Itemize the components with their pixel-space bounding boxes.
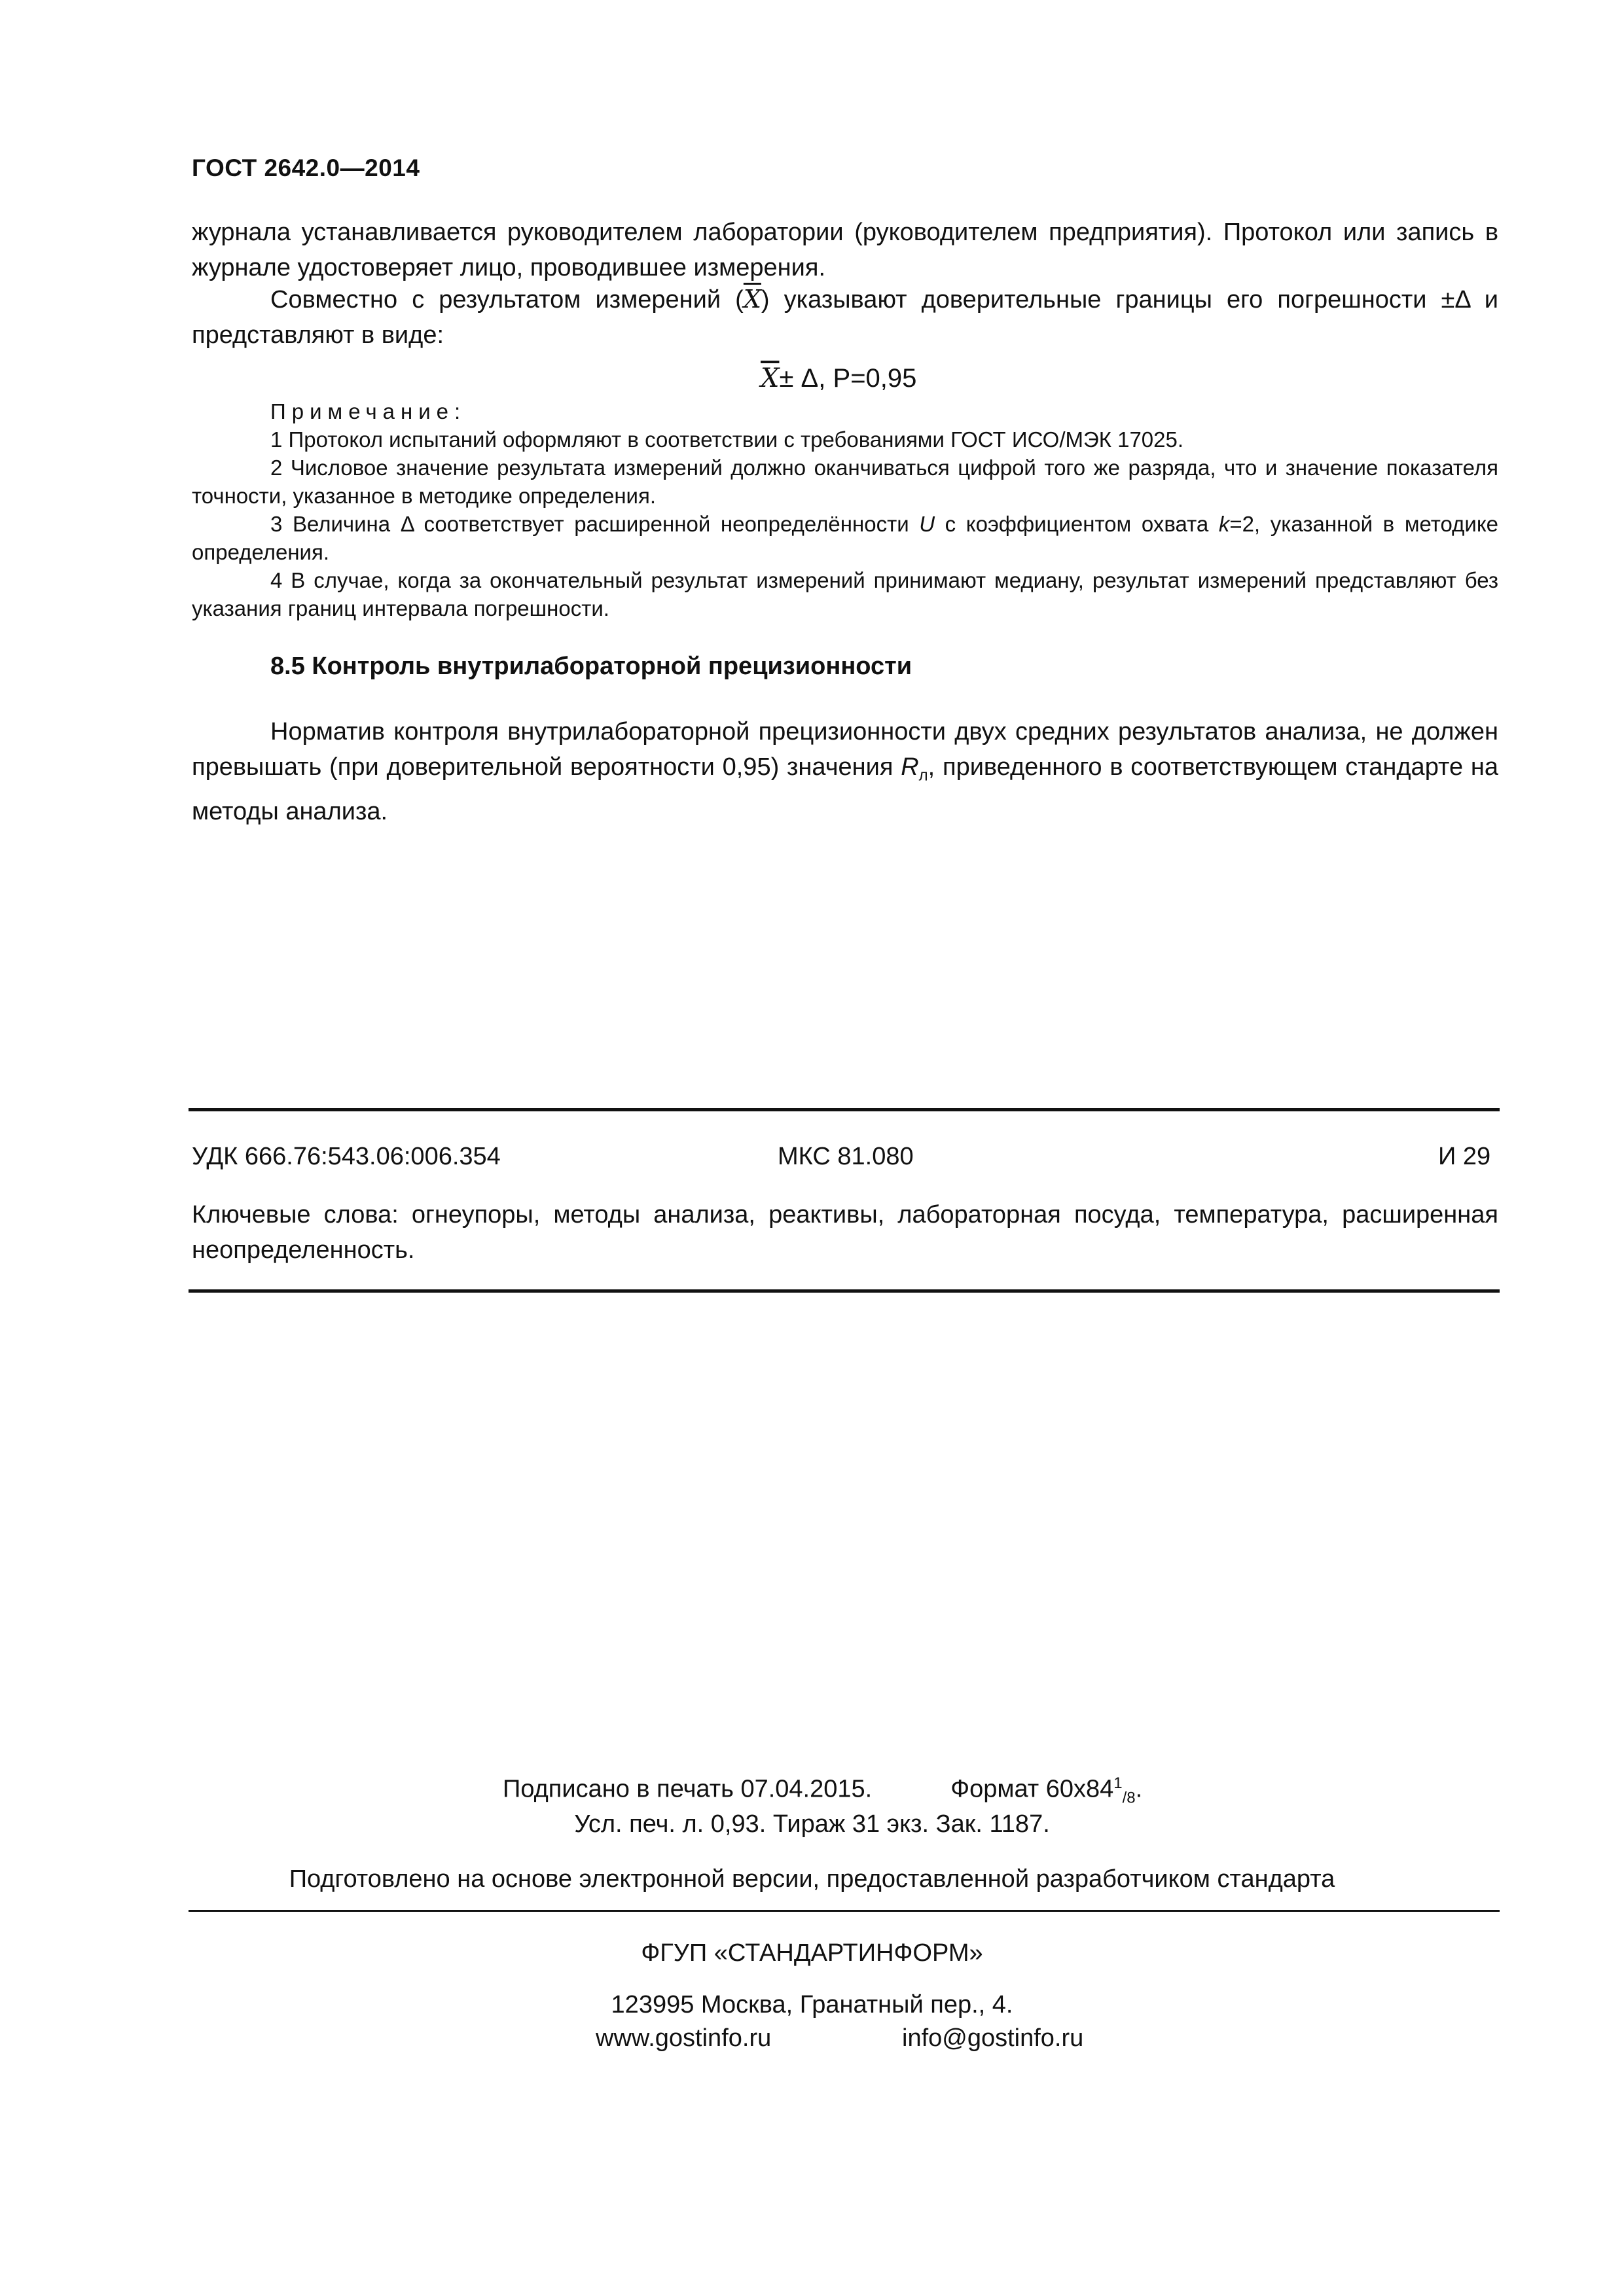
keywords: Ключевые слова: огнеупоры, методы анализа, реактивы, лабораторная посуда, температура, расширенная неопределенность. bbox=[192, 1201, 1498, 1264]
section-heading: 8.5 Контроль внутрилабораторной прецизионности bbox=[270, 653, 912, 680]
footer-top-rule bbox=[189, 1108, 1500, 1111]
prepared-note: Подготовлено на основе электронной версии, предоставленной разработчиком стандарта bbox=[289, 1865, 1335, 1893]
paragraph-text-b: ) указывают доверительные границы его погрешности ±Δ и представляют в виде: bbox=[192, 286, 1498, 349]
note-4: 4 В случае, когда за окончательный результат измерений принимают медиану, результат измерений представляют без указания границ интервала погрешности. bbox=[192, 568, 1498, 620]
format-sup: 1 bbox=[1113, 1774, 1123, 1792]
signed-date: Подписано в печать 07.04.2015. bbox=[503, 1775, 873, 1803]
note-2: 2 Числовое значение результата измерений должно оканчиваться цифрой того же разряда, что и значение показателя точности, указанное в методике определения. bbox=[192, 456, 1498, 508]
paragraph-result-presentation bbox=[192, 281, 1498, 353]
section-text-b: , приведенного в соответствующем стандарте на методы анализа. bbox=[192, 753, 1498, 825]
notes-label: Примечание: bbox=[270, 399, 467, 423]
r-symbol: R bbox=[901, 753, 919, 781]
publisher-address: 123995 Москва, Гранатный пер., 4. bbox=[611, 1991, 1013, 2018]
format-sub: /8 bbox=[1122, 1789, 1136, 1807]
standard-code-header: ГОСТ 2642.0—2014 bbox=[192, 154, 420, 181]
footer-bottom-rule bbox=[189, 1289, 1500, 1293]
note-3-text-b: с коэффициентом охвата bbox=[935, 512, 1219, 536]
paragraph-text-a: Совместно с результатом измерений ( bbox=[270, 286, 744, 314]
publisher-name: ФГУП «СТАНДАРТИНФОРМ» bbox=[641, 1939, 983, 1967]
note-3-text-a: 3 Величина Δ соответствует расширенной неопределённости bbox=[270, 512, 920, 536]
email-link[interactable]: info@gostinfo.ru bbox=[902, 2024, 1084, 2052]
section-text-a: Норматив контроля внутрилабораторной прецизионности двух средних результатов анализа, не должен превышать (при доверительной вероятности 0,95) значения bbox=[192, 718, 1498, 781]
note-3 bbox=[192, 510, 1498, 566]
result-formula bbox=[761, 363, 916, 393]
formula-probability: , P=0,95 bbox=[818, 364, 917, 393]
mks-code: МКС 81.080 bbox=[778, 1143, 914, 1170]
note-3-text-c: =2, указанной в методике определения. bbox=[192, 512, 1498, 564]
note-3-k-symbol: k bbox=[1218, 512, 1230, 536]
mean-x-symbol: $\overline{X}$ bbox=[743, 285, 761, 314]
section-paragraph bbox=[192, 714, 1498, 829]
udk-code: УДК 666.76:543.06:006.354 bbox=[192, 1143, 501, 1170]
r-subscript: л bbox=[918, 766, 928, 785]
formula-mean-x: $\overline{X}$ bbox=[761, 363, 780, 393]
format-text: Формат 60x84 bbox=[950, 1775, 1114, 1803]
index-code: И 29 bbox=[1438, 1143, 1491, 1170]
note-1: 1 Протокол испытаний оформляют в соответствии с требованиями ГОСТ ИСО/МЭК 17025. bbox=[270, 427, 1184, 452]
paragraph-journal: журнала устанавливается руководителем лаборатории (руководителем предприятия). Протокол или запись в журнале удостоверяет лицо, проводившее измерения. bbox=[192, 219, 1498, 281]
formula-plus-minus: ± Δ bbox=[779, 364, 819, 393]
website-link[interactable]: www.gostinfo.ru bbox=[596, 2024, 772, 2052]
imprint-rule bbox=[189, 1910, 1500, 1912]
imprint-line-1: Подписано в печать 07.04.2015. Формат $60x84^1_{/8}$. bbox=[503, 1774, 1143, 1807]
imprint-line-2: Усл. печ. л. 0,93. Тираж 31 экз. Зак. 1187. bbox=[574, 1810, 1050, 1838]
note-3-u-symbol: U bbox=[919, 512, 935, 536]
